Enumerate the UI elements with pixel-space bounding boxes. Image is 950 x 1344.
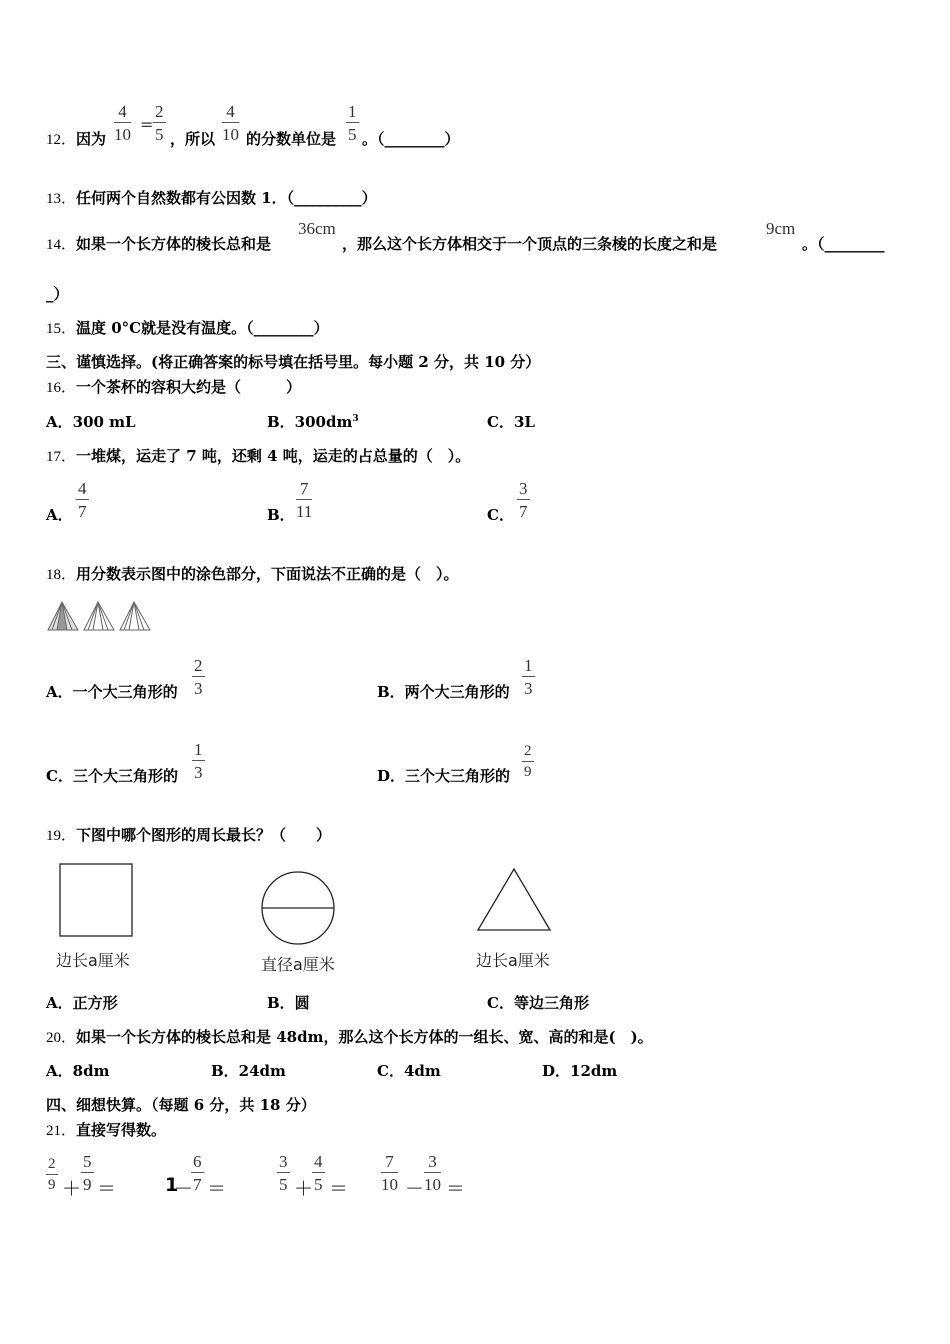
option-d[interactable]: D．三个大三角形的 (377, 767, 511, 785)
option-d[interactable]: D．12dm (542, 1062, 618, 1080)
section-heading: 三、谨慎选择。(将正确答案的标号填在括号里。每小题 2 分，共 10 分） (46, 353, 541, 371)
option-c[interactable]: C．3L (487, 413, 535, 431)
option-a[interactable]: A．一个大三角形的 (46, 683, 178, 701)
question-text: 用分数表示图中的涂色部分，下面说法不正确的是（ ）。 (76, 565, 459, 583)
fraction: 3 7 (519, 479, 528, 521)
figure-caption: 边长a厘米 (56, 951, 130, 970)
equals-sign: ＝ (329, 1178, 349, 1200)
question-text: 直接写得数。 (76, 1121, 167, 1139)
circle-figure (258, 868, 338, 948)
q20-line (46, 1026, 653, 1047)
question-text: 如果一个长方体的棱长总和是 48dm，那么这个长方体的一组长、宽、高的和是( )。 (76, 1028, 653, 1046)
minus-operator: － (405, 1178, 425, 1200)
question-text: 任何两个自然数都有公因数 1．（_________） (76, 189, 377, 207)
q14-line (46, 233, 271, 254)
triangle-figure (474, 864, 554, 936)
answer-blank: 。（________） (362, 130, 460, 148)
q21-line (46, 1119, 166, 1140)
fraction: 2 9 (48, 1156, 56, 1193)
fraction: 4 5 (314, 1152, 323, 1194)
whole-number: 1 (165, 1174, 179, 1196)
answer-blank: _） (46, 285, 69, 303)
option-c[interactable]: C．4dm (377, 1062, 441, 1080)
equals-sign: ＝ (207, 1178, 227, 1200)
option-b[interactable]: B．$300dm^3$ (267, 413, 359, 431)
fraction: 1 3 (194, 740, 203, 782)
fraction: 4 10 (114, 102, 131, 144)
option-b[interactable]: B．圆 (267, 994, 310, 1012)
question-number: 16． (46, 380, 77, 396)
q17-line (46, 445, 470, 466)
plus-operator: ＋ (294, 1178, 314, 1200)
question-text: ，所以 (170, 130, 216, 148)
question-text: 因为 (76, 130, 107, 148)
question-number: 18． (46, 567, 77, 583)
option-b[interactable]: B． (267, 506, 295, 524)
fraction: 6 7 (193, 1152, 202, 1194)
option-c[interactable]: C．三个大三角形的 (46, 767, 178, 785)
question-number: 13． (46, 191, 77, 207)
question-number: 17． (46, 449, 77, 465)
length-value: 36cm (298, 219, 336, 238)
fraction: 7 11 (296, 479, 313, 521)
q15-line (46, 317, 329, 338)
option-c[interactable]: C． (487, 506, 514, 524)
fraction: 1 5 (348, 102, 357, 144)
option-a[interactable]: A．300 mL (46, 413, 136, 431)
fraction: 2 9 (524, 743, 532, 780)
fraction: 3 10 (424, 1152, 441, 1194)
question-number: 20． (46, 1030, 77, 1046)
figure-caption: 直径a厘米 (261, 955, 335, 974)
triangles-figure (46, 600, 152, 632)
q12-line (46, 128, 106, 149)
fraction: 4 10 (222, 102, 239, 144)
question-text: 温度 0°C就是没有温度。（________） (76, 319, 329, 337)
option-a[interactable]: A．正方形 (46, 994, 118, 1012)
fraction: 4 7 (78, 479, 87, 521)
q18-line (46, 563, 459, 584)
question-number: 19． (46, 828, 77, 844)
triangle-1 (48, 602, 78, 630)
plus-operator: ＋ (62, 1178, 82, 1200)
fraction: 2 5 (155, 102, 164, 144)
question-number: 14． (46, 237, 77, 253)
question-number: 12． (46, 132, 77, 148)
fraction: 5 9 (83, 1152, 92, 1194)
question-text: 一堆煤，运走了 7 吨，还剩 4 吨，运走的占总量的（ ）。 (76, 447, 471, 465)
question-number: 15． (46, 321, 77, 337)
question-text: 一个茶杯的容积大约是（ ） (76, 378, 302, 396)
triangle-2 (84, 602, 114, 630)
option-a[interactable]: A．8dm (46, 1062, 110, 1080)
section-heading: 四、细想快算。（每题 6 分，共 18 分） (46, 1096, 316, 1114)
q13-line (46, 187, 377, 208)
question-text: ，那么这个长方体相交于一个顶点的三条棱的长度之和是 (342, 235, 718, 253)
option-b[interactable]: B．24dm (211, 1062, 286, 1080)
figure-caption: 边长a厘米 (476, 951, 550, 970)
question-number: 21． (46, 1123, 77, 1139)
square-figure (56, 860, 136, 940)
option-a[interactable]: A． (46, 506, 73, 524)
length-value: 9cm (766, 219, 796, 238)
minus-operator: － (174, 1178, 194, 1200)
option-b[interactable]: B．两个大三角形的 (377, 683, 510, 701)
q16-line (46, 376, 301, 397)
fraction: 7 10 (381, 1152, 398, 1194)
equals-sign: = (140, 115, 154, 134)
question-text: 下图中哪个图形的周长最长？（ ） (76, 826, 332, 844)
fraction: 1 3 (524, 656, 533, 698)
question-text: 如果一个长方体的棱长总和是 (76, 235, 272, 253)
answer-blank: 。（________ (802, 235, 885, 253)
fraction: 3 5 (279, 1152, 288, 1194)
equals-sign: ＝ (97, 1178, 117, 1200)
question-text: 的分数单位是 (246, 130, 337, 148)
triangle-3 (120, 602, 150, 630)
equals-sign: ＝ (446, 1178, 466, 1200)
option-c[interactable]: C．等边三角形 (487, 994, 589, 1012)
q19-line (46, 824, 331, 845)
fraction: 2 3 (194, 656, 203, 698)
